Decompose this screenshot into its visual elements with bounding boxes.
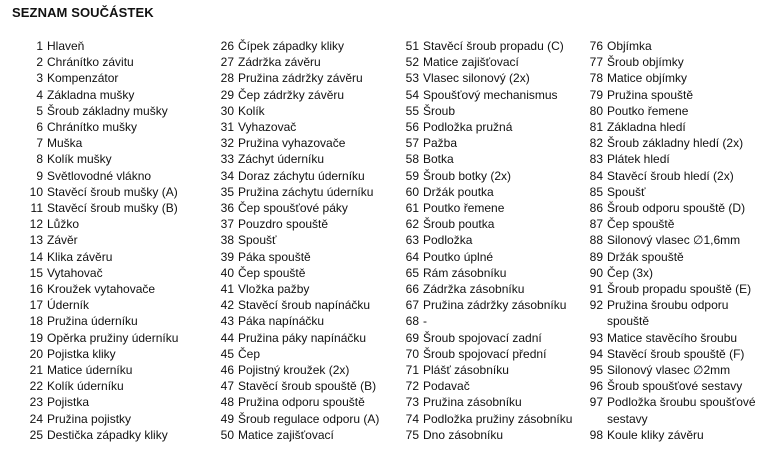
part-number: 26 <box>220 39 234 53</box>
part-label: Šroub propadu spouště (E) <box>607 282 752 297</box>
part-row <box>14 281 204 297</box>
part-number: 77 <box>589 55 603 70</box>
part-label: - <box>423 314 427 329</box>
part-row <box>390 168 580 184</box>
part-number: 24 <box>29 411 43 426</box>
part-label: Pojistka kliky <box>47 346 116 361</box>
part-label: Vyhazovač <box>238 120 297 135</box>
part-row <box>205 119 390 135</box>
part-number: 82 <box>589 136 603 151</box>
part-row <box>574 297 769 329</box>
part-row <box>574 394 769 426</box>
part-number: 60 <box>405 184 419 199</box>
part-row <box>14 119 204 135</box>
part-row <box>574 135 769 151</box>
part-number: 48 <box>220 395 234 410</box>
part-label: Šroub objímky <box>607 55 684 70</box>
part-row <box>205 168 390 184</box>
part-label: Stavěcí šroub mušky (A) <box>47 184 178 199</box>
part-row <box>205 70 390 86</box>
part-number: 95 <box>589 363 603 378</box>
part-number: 56 <box>405 120 419 135</box>
page-title: SEZNAM SOUČÁSTEK <box>12 5 154 20</box>
part-number: 31 <box>220 120 234 135</box>
part-row <box>574 200 769 216</box>
part-label: Šroub základny hledí (2x) <box>607 136 744 151</box>
part-row <box>14 38 204 54</box>
part-number: 36 <box>220 201 234 216</box>
part-label: Šroub botky (2x) <box>423 168 512 183</box>
part-row <box>205 411 390 427</box>
part-row <box>14 313 204 329</box>
part-row <box>14 330 204 346</box>
part-number: 7 <box>36 136 43 151</box>
part-number: 38 <box>220 233 234 248</box>
part-row <box>390 265 580 281</box>
part-row <box>14 394 204 410</box>
part-number: 42 <box>220 298 234 313</box>
part-label: Zádržka závěru <box>238 55 321 70</box>
part-label: Matice objímky <box>607 71 688 86</box>
part-row <box>574 378 769 394</box>
part-row <box>574 54 769 70</box>
part-row <box>14 103 204 119</box>
part-row <box>390 119 580 135</box>
part-label: Spoušťový mechanismus <box>423 87 558 102</box>
part-number: 87 <box>589 217 603 232</box>
parts-column-4 <box>574 38 769 443</box>
part-number: 84 <box>589 168 603 183</box>
part-label: Silonový vlasec ∅1,6mm <box>607 233 741 248</box>
part-number: 20 <box>29 346 43 361</box>
part-number: 63 <box>405 233 419 248</box>
part-label: Stavěcí šroub hledí (2x) <box>607 168 734 183</box>
part-row <box>390 135 580 151</box>
part-label: Světlovodné vlákno <box>47 168 152 183</box>
part-row <box>205 378 390 394</box>
part-row <box>205 200 390 216</box>
part-label: Kompenzátor <box>47 71 119 86</box>
part-row <box>14 346 204 362</box>
part-number: 25 <box>29 427 43 442</box>
part-label: Rám zásobníku <box>423 265 507 280</box>
part-row <box>205 362 390 378</box>
part-number: 59 <box>405 168 419 183</box>
part-label: Čep spouště <box>607 217 675 232</box>
part-number: 30 <box>220 103 234 118</box>
part-number: 37 <box>220 217 234 232</box>
part-label: Pojistka <box>47 395 90 410</box>
part-number: 39 <box>220 249 234 264</box>
part-row <box>574 232 769 248</box>
part-label: Stavěcí šroub mušky (B) <box>47 201 178 216</box>
part-label: Botka <box>423 152 454 167</box>
part-number: 40 <box>220 265 234 280</box>
part-label: Pouzdro spouště <box>238 217 329 232</box>
part-label: Podložka <box>423 233 473 248</box>
part-label: Poutko úplné <box>423 249 494 264</box>
part-label: Podložka šroubu spoušťové sestavy <box>607 395 756 426</box>
part-number: 96 <box>589 379 603 394</box>
part-row <box>574 38 769 54</box>
part-label: Koule kliky závěru <box>607 427 704 442</box>
part-number: 35 <box>220 184 234 199</box>
part-number: 17 <box>29 298 43 313</box>
part-number: 8 <box>36 152 43 167</box>
part-row <box>390 362 580 378</box>
part-label: Podavač <box>423 379 470 394</box>
part-label: Kroužek vytahovače <box>47 282 156 297</box>
part-number: 80 <box>589 103 603 118</box>
part-label: Pružina vyhazovače <box>238 136 346 151</box>
part-number: 6 <box>36 120 43 135</box>
part-label: Pružina páky napínáčku <box>238 330 367 345</box>
part-row <box>574 103 769 119</box>
part-row <box>574 330 769 346</box>
part-number: 67 <box>405 298 419 313</box>
part-row <box>205 281 390 297</box>
part-number: 29 <box>220 87 234 102</box>
part-number: 53 <box>405 71 419 86</box>
part-number: 74 <box>405 411 419 426</box>
part-row <box>390 313 580 329</box>
part-row <box>205 38 390 54</box>
part-label: Poutko řemene <box>607 103 689 118</box>
part-label: Hlaveň <box>47 39 85 53</box>
part-row <box>14 70 204 86</box>
part-number: 45 <box>220 346 234 361</box>
part-label: Kolík úderníku <box>47 379 124 394</box>
part-row <box>390 330 580 346</box>
part-number: 41 <box>220 282 234 297</box>
part-label: Páka napínáčku <box>238 314 325 329</box>
part-row <box>205 87 390 103</box>
part-row <box>390 184 580 200</box>
part-row <box>14 87 204 103</box>
part-row <box>390 200 580 216</box>
part-row <box>390 249 580 265</box>
part-row <box>205 313 390 329</box>
part-label: Čep spoušťové páky <box>238 201 348 216</box>
part-label: Pružina zádržky závěru <box>238 71 363 86</box>
part-row <box>205 184 390 200</box>
part-label: Matice úderníku <box>47 363 133 378</box>
part-row <box>390 151 580 167</box>
part-number: 28 <box>220 71 234 86</box>
parts-column-3 <box>390 38 580 443</box>
part-row <box>390 427 580 443</box>
part-number: 9 <box>36 168 43 183</box>
part-label: Dno zásobníku <box>423 427 504 442</box>
part-label: Muška <box>47 136 83 151</box>
part-label: Silonový vlasec ∅2mm <box>607 363 731 378</box>
part-label: Čep spouště <box>238 265 306 280</box>
part-label: Destička západky kliky <box>47 427 168 442</box>
part-row <box>574 216 769 232</box>
part-number: 93 <box>589 330 603 345</box>
part-label: Matice zajišťovací <box>238 427 334 442</box>
part-label: Klika závěru <box>47 249 113 264</box>
part-label: Pružina zádržky zásobníku <box>423 298 567 313</box>
part-number: 98 <box>589 427 603 442</box>
part-label: Šroub regulace odporu (A) <box>238 411 380 426</box>
part-number: 65 <box>405 265 419 280</box>
part-row <box>574 281 769 297</box>
part-number: 1 <box>36 39 43 53</box>
part-row <box>205 330 390 346</box>
part-label: Kolík mušky <box>47 152 112 167</box>
part-number: 13 <box>29 233 43 248</box>
part-number: 3 <box>36 71 43 86</box>
part-label: Podložka pružiny zásobníku <box>423 411 573 426</box>
part-label: Podložka pružná <box>423 120 513 135</box>
part-number: 10 <box>29 184 43 199</box>
part-row <box>14 200 204 216</box>
part-number: 72 <box>405 379 419 394</box>
part-number: 69 <box>405 330 419 345</box>
part-row <box>390 38 580 54</box>
part-row <box>205 265 390 281</box>
part-label: Plášť zásobníku <box>423 363 509 378</box>
part-row <box>14 54 204 70</box>
part-row <box>574 265 769 281</box>
part-number: 86 <box>589 201 603 216</box>
part-number: 62 <box>405 217 419 232</box>
part-label: Spoušť <box>238 233 277 248</box>
part-label: Pojistný kroužek (2x) <box>238 363 350 378</box>
part-row <box>205 54 390 70</box>
part-row <box>205 135 390 151</box>
part-row <box>574 362 769 378</box>
part-number: 68 <box>405 314 419 329</box>
part-number: 33 <box>220 152 234 167</box>
part-number: 32 <box>220 136 234 151</box>
part-label: Lůžko <box>47 217 80 232</box>
part-row <box>574 119 769 135</box>
part-label: Poutko řemene <box>423 201 505 216</box>
part-number: 70 <box>405 346 419 361</box>
part-row <box>205 232 390 248</box>
part-label: Chránítko mušky <box>47 120 138 135</box>
part-label: Stavěcí šroub spouště (F) <box>607 346 745 361</box>
part-row <box>390 297 580 313</box>
part-number: 14 <box>29 249 43 264</box>
part-number: 15 <box>29 265 43 280</box>
part-row <box>14 135 204 151</box>
part-row <box>205 151 390 167</box>
part-number: 91 <box>589 282 603 297</box>
part-number: 19 <box>29 330 43 345</box>
part-number: 11 <box>30 201 43 216</box>
part-label: Držák spouště <box>607 249 684 264</box>
part-number: 90 <box>589 265 603 280</box>
part-label: Šroub základny mušky <box>47 103 168 118</box>
part-label: Šroub <box>423 103 456 118</box>
part-number: 97 <box>589 395 603 410</box>
part-row <box>390 378 580 394</box>
part-label: Kolík <box>238 103 265 118</box>
part-label: Plátek hledí <box>607 152 670 167</box>
part-label: Stavěcí šroub propadu (C) <box>423 39 564 53</box>
part-row <box>14 249 204 265</box>
part-row <box>205 427 390 443</box>
part-row <box>574 346 769 362</box>
part-label: Pružina spouště <box>607 87 694 102</box>
part-row <box>14 411 204 427</box>
part-row <box>574 249 769 265</box>
part-number: 92 <box>589 298 603 313</box>
part-row <box>390 281 580 297</box>
part-number: 21 <box>29 363 43 378</box>
part-row <box>205 297 390 313</box>
part-number: 52 <box>405 55 419 70</box>
part-number: 76 <box>589 39 603 53</box>
part-row <box>205 216 390 232</box>
part-label: Pružina šroubu odporu spouště <box>607 298 729 329</box>
part-row <box>390 411 580 427</box>
part-number: 81 <box>589 120 603 135</box>
part-row <box>390 216 580 232</box>
part-row <box>14 297 204 313</box>
part-label: Šroub spoušťové sestavy <box>607 379 743 394</box>
part-number: 18 <box>29 314 43 329</box>
part-row <box>14 427 204 443</box>
part-label: Objímka <box>607 39 652 53</box>
part-row <box>574 87 769 103</box>
part-number: 66 <box>405 282 419 297</box>
part-number: 2 <box>36 55 43 70</box>
part-label: Pružina úderníku <box>47 314 138 329</box>
part-label: Pružina pojistky <box>47 411 132 426</box>
part-label: Šroub spojovací zadní <box>423 330 542 345</box>
part-number: 34 <box>220 168 234 183</box>
part-row <box>14 151 204 167</box>
part-row <box>205 394 390 410</box>
part-number: 57 <box>405 136 419 151</box>
part-label: Pružina zásobníku <box>423 395 522 410</box>
part-label: Základna mušky <box>47 87 135 102</box>
part-number: 58 <box>405 152 419 167</box>
part-label: Šroub poutka <box>423 217 495 232</box>
part-number: 85 <box>589 184 603 199</box>
part-number: 50 <box>220 427 234 442</box>
part-number: 47 <box>220 379 234 394</box>
part-number: 54 <box>405 87 419 102</box>
part-number: 44 <box>220 330 234 345</box>
part-row <box>390 54 580 70</box>
part-label: Vlasec silonový (2x) <box>423 71 530 86</box>
part-row <box>14 265 204 281</box>
part-row <box>14 378 204 394</box>
part-label: Šroub odporu spouště (D) <box>607 201 746 216</box>
part-number: 94 <box>589 346 603 361</box>
part-row <box>574 427 769 443</box>
part-label: Opěrka pružiny úderníku <box>47 330 179 345</box>
part-label: Doraz záchytu úderníku <box>238 168 365 183</box>
part-row <box>205 346 390 362</box>
part-row <box>14 184 204 200</box>
part-row <box>14 362 204 378</box>
part-row <box>390 87 580 103</box>
part-label: Vytahovač <box>47 265 103 280</box>
part-row <box>205 103 390 119</box>
part-label: Zádržka zásobníku <box>423 282 525 297</box>
part-row <box>390 70 580 86</box>
part-number: 83 <box>589 152 603 167</box>
part-label: Páka spouště <box>238 249 311 264</box>
part-number: 71 <box>405 363 419 378</box>
part-row <box>390 232 580 248</box>
part-number: 22 <box>29 379 43 394</box>
part-number: 55 <box>405 103 419 118</box>
part-label: Úderník <box>47 298 90 313</box>
part-number: 88 <box>589 233 603 248</box>
part-label: Chránítko závitu <box>47 55 134 70</box>
part-number: 89 <box>589 249 603 264</box>
part-number: 78 <box>589 71 603 86</box>
part-row <box>574 151 769 167</box>
part-label: Závěr <box>47 233 78 248</box>
part-label: Matice stavěcího šroubu <box>607 330 738 345</box>
part-number: 51 <box>405 39 419 53</box>
part-number: 27 <box>220 55 234 70</box>
parts-column-2 <box>205 38 390 443</box>
part-row <box>574 168 769 184</box>
part-label: Šroub spojovací přední <box>423 346 547 361</box>
part-number: 73 <box>405 395 419 410</box>
part-number: 46 <box>220 363 234 378</box>
part-label: Vložka pažby <box>238 282 310 297</box>
part-label: Čep <box>238 346 261 361</box>
part-label: Stavěcí šroub spouště (B) <box>238 379 377 394</box>
part-label: Pružina odporu spouště <box>238 395 365 410</box>
part-number: 43 <box>220 314 234 329</box>
part-label: Držák poutka <box>423 184 494 199</box>
part-row <box>14 232 204 248</box>
part-number: 64 <box>405 249 419 264</box>
part-label: Stavěcí šroub napínáčku <box>238 298 371 313</box>
part-label: Matice zajišťovací <box>423 55 519 70</box>
part-label: Základna hledí <box>607 120 686 135</box>
part-label: Čep zádržky závěru <box>238 87 345 102</box>
part-row <box>574 70 769 86</box>
part-number: 5 <box>36 103 43 118</box>
part-number: 61 <box>405 201 419 216</box>
part-label: Pažba <box>423 136 458 151</box>
part-label: Spoušť <box>607 184 646 199</box>
part-number: 12 <box>29 217 43 232</box>
part-row <box>390 103 580 119</box>
part-row <box>574 184 769 200</box>
part-number: 23 <box>29 395 43 410</box>
part-row <box>14 216 204 232</box>
part-row <box>390 394 580 410</box>
part-number: 79 <box>589 87 603 102</box>
parts-column-1 <box>14 38 204 443</box>
part-number: 4 <box>36 87 43 102</box>
part-number: 16 <box>29 282 43 297</box>
part-row <box>205 249 390 265</box>
part-label: Záchyt úderníku <box>238 152 325 167</box>
part-number: 49 <box>220 411 234 426</box>
part-number: 75 <box>405 427 419 442</box>
part-label: Pružina záchytu úderníku <box>238 184 374 199</box>
part-label: Čep (3x) <box>607 265 654 280</box>
part-label: Čípek západky kliky <box>238 39 345 53</box>
part-row <box>390 346 580 362</box>
part-row <box>14 168 204 184</box>
